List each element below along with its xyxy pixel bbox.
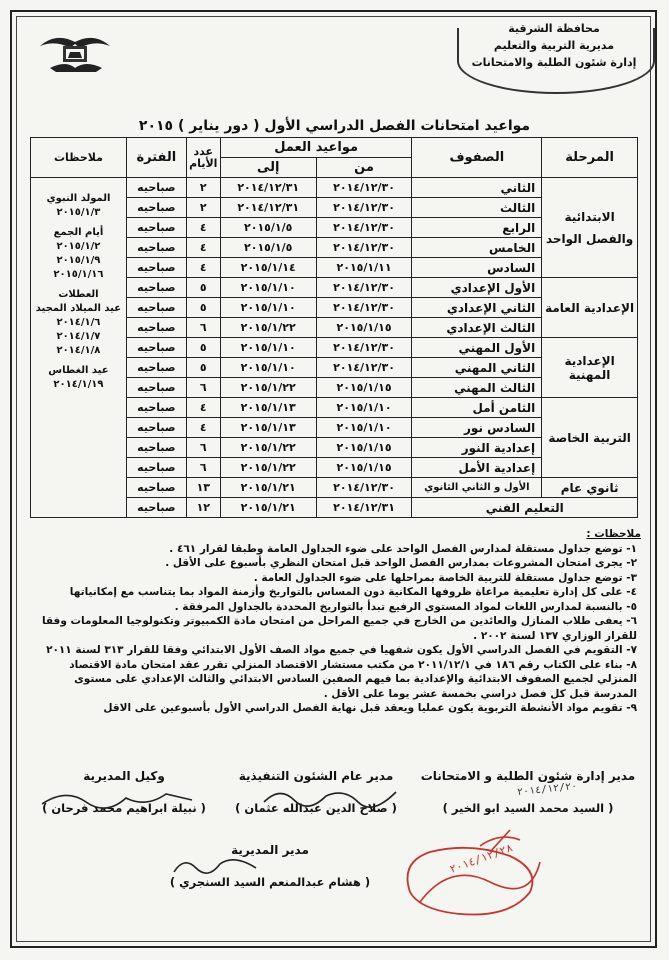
note-item: ٢- يجرى امتحان المشروعات بمدارس الفصل الواحد قبل امتحان النظري بأسبوع على الأقل . [165, 557, 637, 569]
from-date-cell: ٢٠١٥/١/١٥ [316, 318, 412, 338]
page-title: مواعيد امتحانات الفصل الدراسي الأول ( دور يناير ) ٢٠١٥ [138, 118, 531, 134]
period-cell: صباحيه [126, 258, 186, 278]
ministry-emblem-icon [36, 24, 114, 78]
table-row [31, 178, 638, 198]
days-cell: ١٢ [186, 498, 220, 518]
days-cell: ٦ [186, 458, 220, 478]
notes-heading: ملاحظات : [586, 528, 641, 540]
period-cell: صباحيه [126, 318, 186, 338]
to-date-cell: ٢٠١٥/١/١٤ [220, 258, 316, 278]
to-date-cell: ٢٠١٥/١/٢١ [220, 498, 316, 518]
from-date-cell: ٢٠١٥/١/١٥ [316, 378, 412, 398]
to-date-cell: ٢٠١٥/١/١٣ [220, 398, 316, 418]
period-cell: صباحيه [126, 398, 186, 418]
period-cell: صباحيه [126, 278, 186, 298]
note-item: ٥- بالنسبة لمدارس اللغات لمواد المستوى الرفيع تبدأ بالتواريخ المحددة بالجداول المرفقة . [174, 600, 637, 613]
period-cell: صباحيه [126, 378, 186, 398]
days-cell: ٤ [186, 398, 220, 418]
from-date-cell: ٢٠١٥/١/١٥ [316, 458, 412, 478]
header-work-dates: مواعيد العمل [220, 138, 412, 158]
side-note-line: ٢٠١٤/١/٦ [56, 317, 101, 328]
to-date-cell: ٢٠١٥/١/٥ [220, 218, 316, 238]
days-cell: ١٣ [186, 478, 220, 498]
days-cell: ٦ [186, 378, 220, 398]
header-from: من [316, 158, 412, 178]
signature-scribble-icon [260, 782, 400, 812]
side-note-line: ٢٠١٤/١/١٩ [53, 379, 104, 390]
note-item: ٧- التقويم في الفصل الدراسي الأول يكون شفهيا في جميع مواد الصف الأول الابتدائي وفقا للقرار ٣١٣ لسنة ٢٠١١ [46, 644, 637, 656]
from-date-cell: ٢٠١٥/١/١٠ [316, 418, 412, 438]
from-date-cell: ٢٠١٤/١٢/٣٠ [316, 218, 412, 238]
days-cell: ٤ [186, 258, 220, 278]
red-signature-icon [390, 822, 560, 932]
days-cell: ٢ [186, 178, 220, 198]
period-cell: صباحيه [126, 238, 186, 258]
period-cell: صباحيه [126, 478, 186, 498]
from-date-cell: ٢٠١٥/١/١٥ [316, 438, 412, 458]
period-cell: صباحيه [126, 178, 186, 198]
from-date-cell: ٢٠١٤/١٢/٣٠ [316, 198, 412, 218]
to-date-cell: ٢٠١٥/١/٥ [220, 238, 316, 258]
header-days: عدد الأيام [186, 138, 220, 178]
header-department: إدارة شئون الطلبة والامتحانات [471, 56, 637, 69]
to-date-cell: ٢٠١٥/١/١٠ [220, 338, 316, 358]
grade-cell: الأول و الثاني الثانوي [412, 478, 542, 498]
to-date-cell: ٢٠١٥/١/١٠ [220, 298, 316, 318]
days-cell: ٤ [186, 418, 220, 438]
from-date-cell: ٢٠١٤/١٢/٣١ [316, 498, 412, 518]
note-item: ٣- توضع جداول مستقلة للتربية الخاصة بمراحلها على ضوء الجداول العامة . [253, 571, 637, 584]
header-block [469, 20, 639, 71]
days-cell: ٤ [186, 218, 220, 238]
side-note-line: ٢٠١٤/١/٧ [56, 331, 101, 342]
signature-scribble-icon [170, 850, 260, 880]
note-item: ٩- تقويم مواد الأنشطة التربوية يكون عمليا ويعقد قبل نهاية الفصل الدراسي الأول بأسبوعين على الاقل [103, 702, 637, 714]
to-date-cell: ٢٠١٥/١/٢٢ [220, 318, 316, 338]
period-cell: صباحيه [126, 338, 186, 358]
from-date-cell: ٢٠١٤/١٢/٣٠ [316, 298, 412, 318]
period-cell: صباحيه [126, 458, 186, 478]
stage-label: والفصل الواحد [545, 231, 634, 246]
notes-section [29, 527, 641, 716]
note-item: ٨- بناء على الكتاب رقم ١٨٦ في ٢٠١١/١٢/١ من مكتب مستشار الاقتصاد المنزلي تقرر عقد امتحان مادة الاقتصاد المنزلي لجميع الصفوف الابتدائية والإعدادية بما فيهم الصفين السادس الابتدائي والثالث الإعدادي على مستوى المدرسة قبل كل فصل دراسي بخمسة عشر يوما على الأقل . [69, 658, 637, 700]
days-cell: ٦ [186, 318, 220, 338]
from-date-cell: ٢٠١٤/١٢/٣٠ [316, 278, 412, 298]
grade-cell: الثالث [412, 198, 542, 218]
to-date-cell: ٢٠١٥/١/٢١ [220, 478, 316, 498]
days-cell: ٤ [186, 238, 220, 258]
from-date-cell: ٢٠١٥/١/١١ [316, 258, 412, 278]
header-stage: المرحلة [542, 138, 638, 178]
header-directorate: مديرية التربية والتعليم [493, 39, 615, 52]
signature-name: ( السيد محمد السيد ابو الخير ) [442, 801, 614, 815]
days-cell: ٥ [186, 278, 220, 298]
to-date-cell: ٢٠١٥/١/١٠ [220, 358, 316, 378]
signature-title: مدير إدارة شئون الطلبة و الامتحانات [420, 769, 636, 783]
days-cell: ٢ [186, 198, 220, 218]
grade-cell: الثاني الإعدادي [412, 298, 542, 318]
grade-cell: إعدادية النور [412, 438, 542, 458]
days-cell: ٥ [186, 298, 220, 318]
period-cell: صباحيه [126, 498, 186, 518]
from-date-cell: ٢٠١٤/١٢/٣٠ [316, 478, 412, 498]
side-note-line: ٢٠١٥/١/١٦ [53, 269, 104, 280]
side-notes-cell [31, 178, 127, 518]
period-cell: صباحيه [126, 198, 186, 218]
side-note-line: أيام الجمع [53, 227, 104, 238]
to-date-cell: ٢٠١٥/١/٢٢ [220, 378, 316, 398]
note-item: ٤- على كل إدارة تعليمية مراعاة ظروفها المكانية دون المساس بالتواريخ وأزمنة المواد بما يتناسب مع إمكانياتها [69, 586, 637, 598]
signature-name: ( نبيلة ابراهيم محمد فرحان ) [42, 801, 206, 815]
header-to: إلى [220, 158, 316, 178]
grade-cell: إعدادية الأمل [412, 458, 542, 478]
signature-title: مدير المديرية [231, 843, 309, 857]
signature-name: ( هشام عبدالمنعم السيد السنجري ) [169, 875, 371, 889]
header-period: الفترة [126, 138, 186, 178]
signature-title: وكيل المديرية [83, 769, 165, 783]
days-cell: ٦ [186, 438, 220, 458]
period-cell: صباحيه [126, 358, 186, 378]
to-date-cell: ٢٠١٥/١/١٣ [220, 418, 316, 438]
to-date-cell: ٢٠١٥/١/٢٢ [220, 438, 316, 458]
grade-cell: الثاني [412, 178, 542, 198]
side-note-line: عيد الميلاد المجيد [35, 303, 122, 314]
grade-cell: السادس نور [412, 418, 542, 438]
days-cell: ٥ [186, 338, 220, 358]
stage-cell: الإعدادية المهنية [542, 338, 638, 398]
side-note-line: ٢٠١٥/١/٢ [56, 241, 101, 252]
grade-cell: الثامن أمل [412, 398, 542, 418]
header-governorate: محافظة الشرقية [508, 22, 600, 35]
period-cell: صباحيه [126, 298, 186, 318]
side-note-line: العطلات [58, 289, 99, 300]
side-note-line: المولد النبوي [46, 193, 111, 204]
grade-cell: الثالث الإعدادي [412, 318, 542, 338]
side-note-line: ٢٠١٥/١/٣ [56, 207, 101, 218]
signature-scribble-icon [36, 786, 196, 814]
note-item: ١- توضع جداول مستقلة لمدارس الفصل الواحد على ضوء الجداول العامة وطبقا لقرار ٤٦١ . [169, 542, 637, 555]
side-note-line: ٢٠١٥/١/٩ [56, 255, 101, 266]
from-date-cell: ٢٠١٤/١٢/٣٠ [316, 178, 412, 198]
from-date-cell: ٢٠١٤/١٢/٣٠ [316, 338, 412, 358]
stage-cell: الإعدادية العامة [542, 278, 638, 338]
to-date-cell: ٢٠١٥/١/١٠ [220, 278, 316, 298]
header-notes: ملاحظات [31, 138, 127, 178]
stage-cell [542, 178, 638, 278]
grade-cell: الثاني المهني [412, 358, 542, 378]
days-cell: ٥ [186, 358, 220, 378]
notes-list [29, 542, 641, 716]
stage-cell: التربية الخاصة [542, 398, 638, 478]
red-handwritten-date: ٢٠١٤/١٢/٢٨ [447, 841, 515, 876]
to-date-cell: ٢٠١٤/١٢/٣١ [220, 178, 316, 198]
note-item: ٦- يعفى طلاب المنازل والعائدين من الخارج في جميع المراحل من امتحان مادة الكمبيوتر وتكنولوجيا المعلومات وفقا للقرار الوزاري ١٣٧ لسنة ٢٠٠٢ . [41, 615, 637, 642]
handwritten-date: ٢٠١٤/١٢/٢٠ [516, 780, 578, 799]
to-date-cell: ٢٠١٥/١/٢٢ [220, 458, 316, 478]
stage-cell: ثانوي عام [542, 478, 638, 498]
from-date-cell: ٢٠١٤/١٢/٣٠ [316, 238, 412, 258]
side-note-line: ٢٠١٤/١/٨ [56, 345, 101, 356]
grade-cell: الرابع [412, 218, 542, 238]
grade-cell: الأول المهني [412, 338, 542, 358]
period-cell: صباحيه [126, 418, 186, 438]
side-note-line: عيد الغطاس [48, 365, 109, 376]
grade-cell: السادس [412, 258, 542, 278]
period-cell: صباحيه [126, 218, 186, 238]
stage-cell: التعليم الفني [412, 498, 638, 518]
period-cell: صباحيه [126, 438, 186, 458]
signature-name: ( صلاح الدين عبدالله عثمان ) [235, 801, 397, 815]
grade-cell: الثالث المهني [412, 378, 542, 398]
from-date-cell: ٢٠١٥/١/١٠ [316, 398, 412, 418]
stage-label: الابتدائية [564, 209, 615, 224]
to-date-cell: ٢٠١٤/١٢/٣١ [220, 198, 316, 218]
exam-schedule-table [30, 137, 638, 518]
header-arc [457, 28, 655, 94]
grade-cell: الخامس [412, 238, 542, 258]
from-date-cell: ٢٠١٤/١٢/٣٠ [316, 358, 412, 378]
grade-cell: الأول الإعدادي [412, 278, 542, 298]
signature-title: مدير عام الشئون التنفيذية [238, 769, 394, 783]
header-grades: الصفوف [412, 138, 542, 178]
